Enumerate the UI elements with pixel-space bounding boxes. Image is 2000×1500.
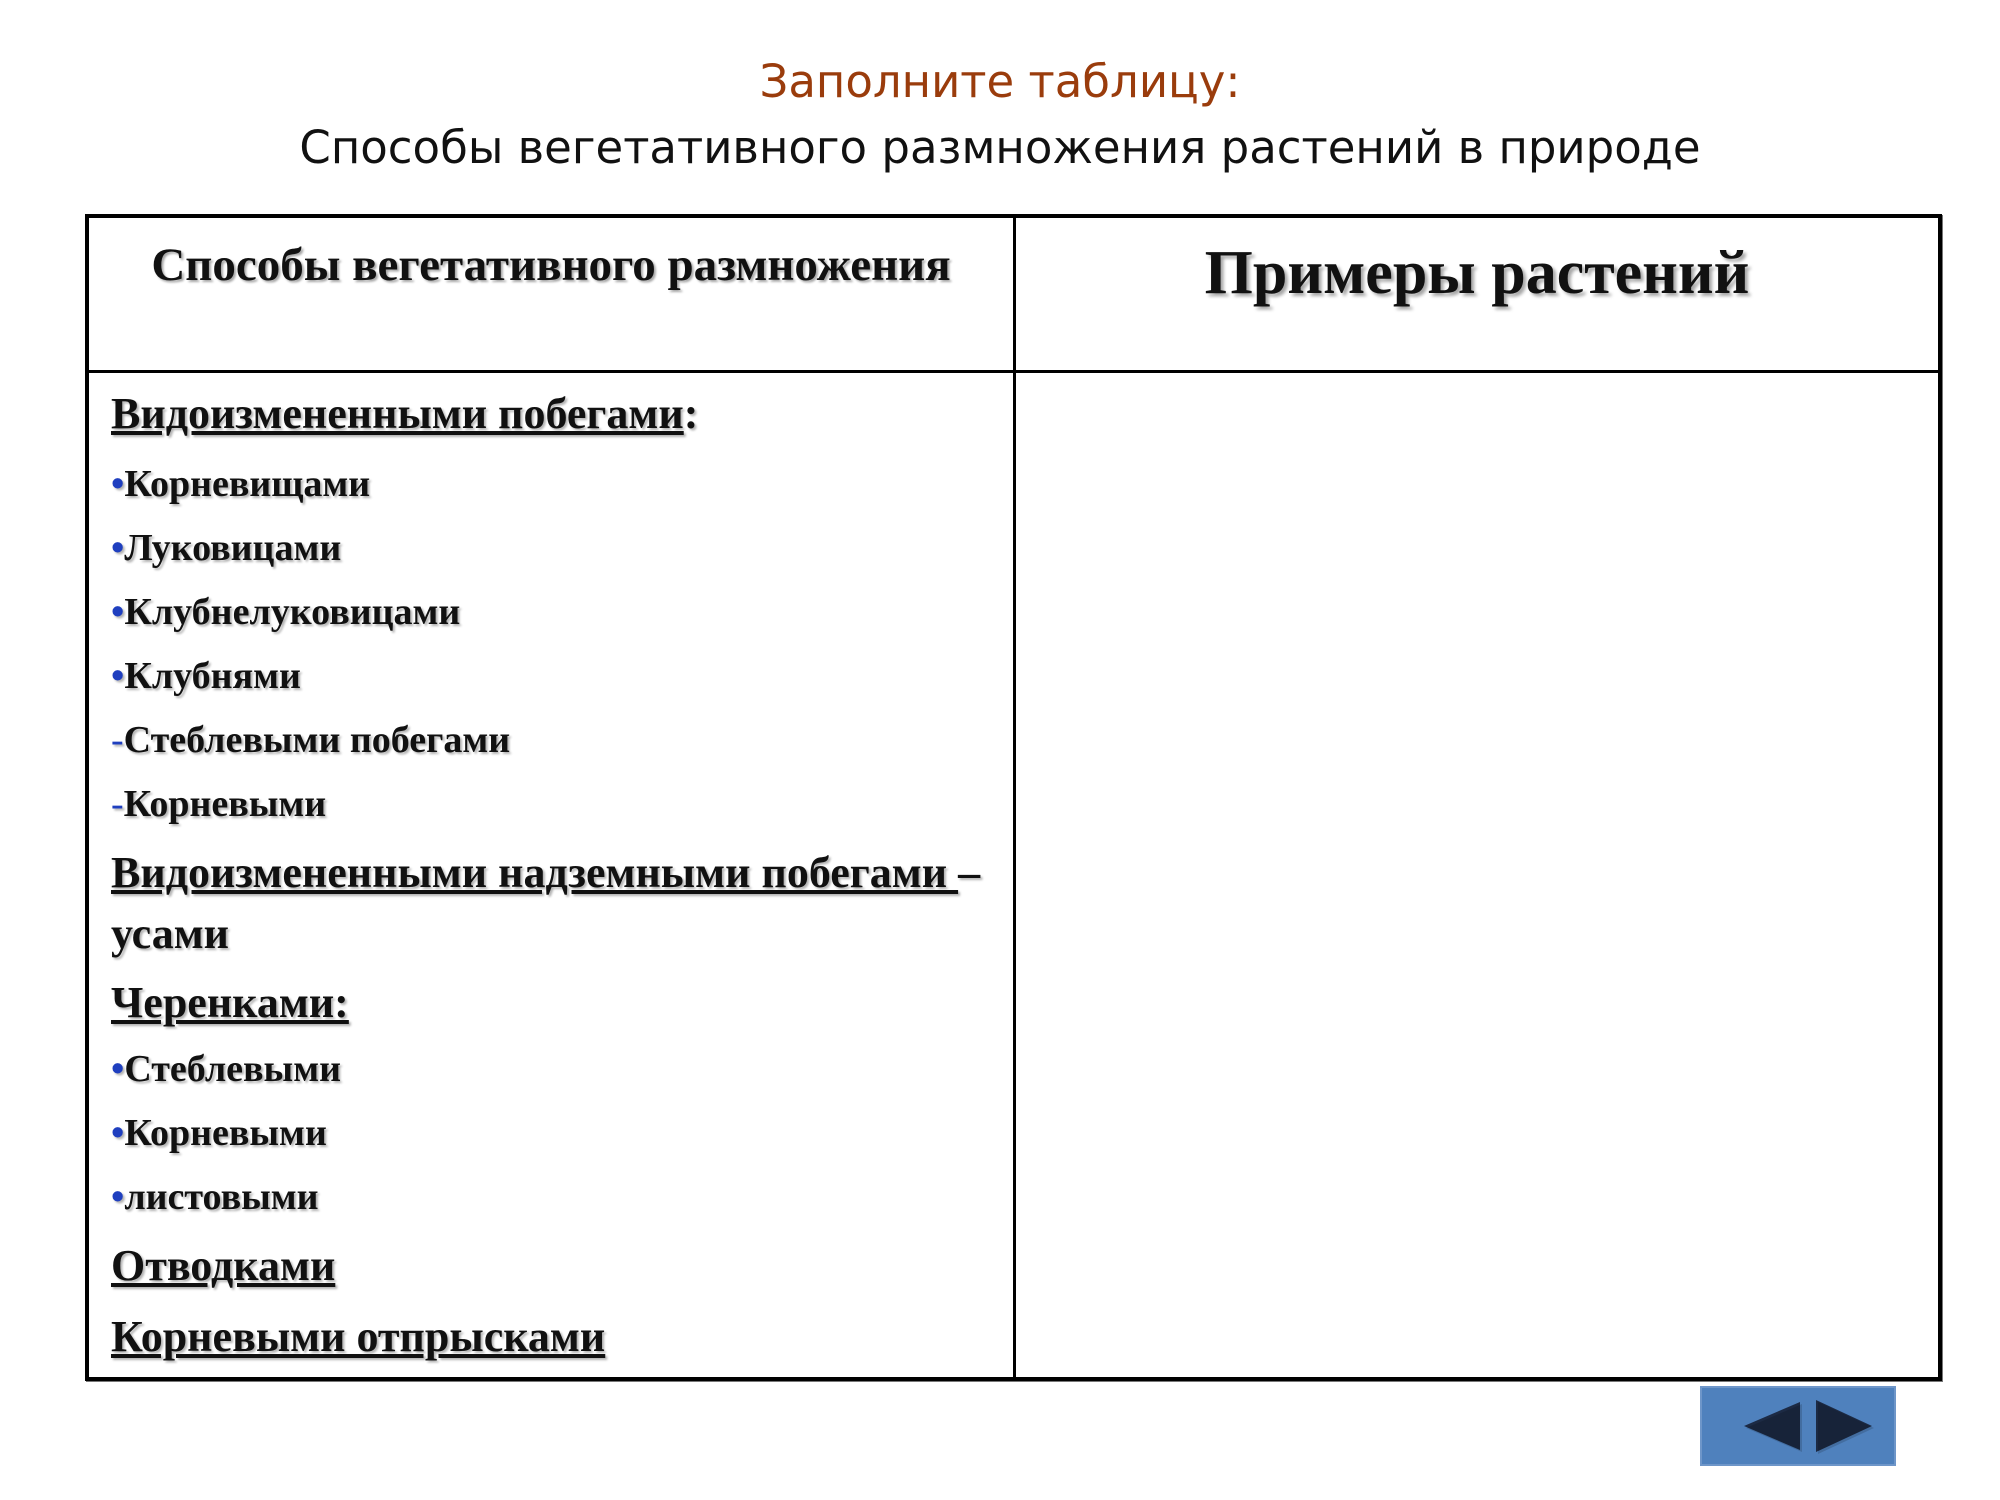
- triangle-right-icon: [1810, 1388, 1894, 1464]
- dash-icon: -: [111, 783, 124, 825]
- methods-cell: [111, 383, 1001, 1367]
- section-title: Отводками: [111, 1241, 336, 1290]
- vegetative-propagation-table: [85, 214, 1942, 1381]
- section-root-suckers: [111, 1306, 1001, 1367]
- list-item: [111, 1165, 1001, 1229]
- slide-navigation: [1700, 1386, 1896, 1466]
- next-slide-button[interactable]: [1810, 1388, 1894, 1464]
- list-item: [111, 580, 1001, 644]
- examples-cell[interactable]: [1016, 373, 1938, 1377]
- list-item: [111, 1101, 1001, 1165]
- bullet-icon: •: [111, 1176, 125, 1218]
- triangle-left-icon: [1710, 1388, 1810, 1464]
- section-layering: [111, 1235, 1001, 1296]
- item-text: Корневищами: [124, 463, 371, 505]
- section-cuttings: [111, 972, 1001, 1033]
- list-item: [111, 1037, 1001, 1101]
- bullet-icon: •: [111, 463, 125, 505]
- list-item: [111, 452, 1001, 516]
- item-text: Клубнелуковицами: [124, 591, 461, 633]
- section-suffix: :: [683, 389, 699, 438]
- list-item: [111, 516, 1001, 580]
- list-item: [111, 772, 1001, 836]
- section-suffix: – усами: [111, 848, 981, 958]
- list-item: [111, 708, 1001, 772]
- item-text: Стеблевыми: [124, 1048, 341, 1090]
- list-item: [111, 644, 1001, 708]
- section-above-ground-shoots: [111, 842, 1001, 964]
- slide-title: Заполните таблицу:: [759, 55, 1241, 108]
- bullet-icon: •: [111, 591, 125, 633]
- item-text: Корневыми: [124, 1112, 327, 1154]
- bullet-icon: •: [111, 527, 125, 569]
- slide-subtitle: Способы вегетативного размножения растений в природе: [299, 121, 1701, 174]
- section-title: Черенками:: [111, 978, 349, 1027]
- item-text: Стеблевыми побегами: [123, 719, 511, 761]
- dash-icon: -: [111, 719, 124, 761]
- item-text: листовыми: [124, 1176, 319, 1218]
- bullet-icon: •: [111, 1112, 125, 1154]
- item-text: Клубнями: [124, 655, 301, 697]
- section-modified-shoots: [111, 383, 1001, 444]
- item-text: Луковицами: [124, 527, 342, 569]
- previous-slide-button[interactable]: [1710, 1388, 1810, 1464]
- item-text: Корневыми: [123, 783, 327, 825]
- bullet-icon: •: [111, 655, 125, 697]
- section-title: Видоизмененными надземными побегами: [111, 848, 959, 897]
- bullet-icon: •: [111, 1048, 125, 1090]
- header-examples: Примеры растений: [1204, 239, 1750, 307]
- section-title: Видоизмененными побегами: [111, 389, 684, 438]
- header-methods: Способы вегетативного размножения: [151, 239, 951, 291]
- section-title: Корневыми отпрысками: [111, 1312, 606, 1361]
